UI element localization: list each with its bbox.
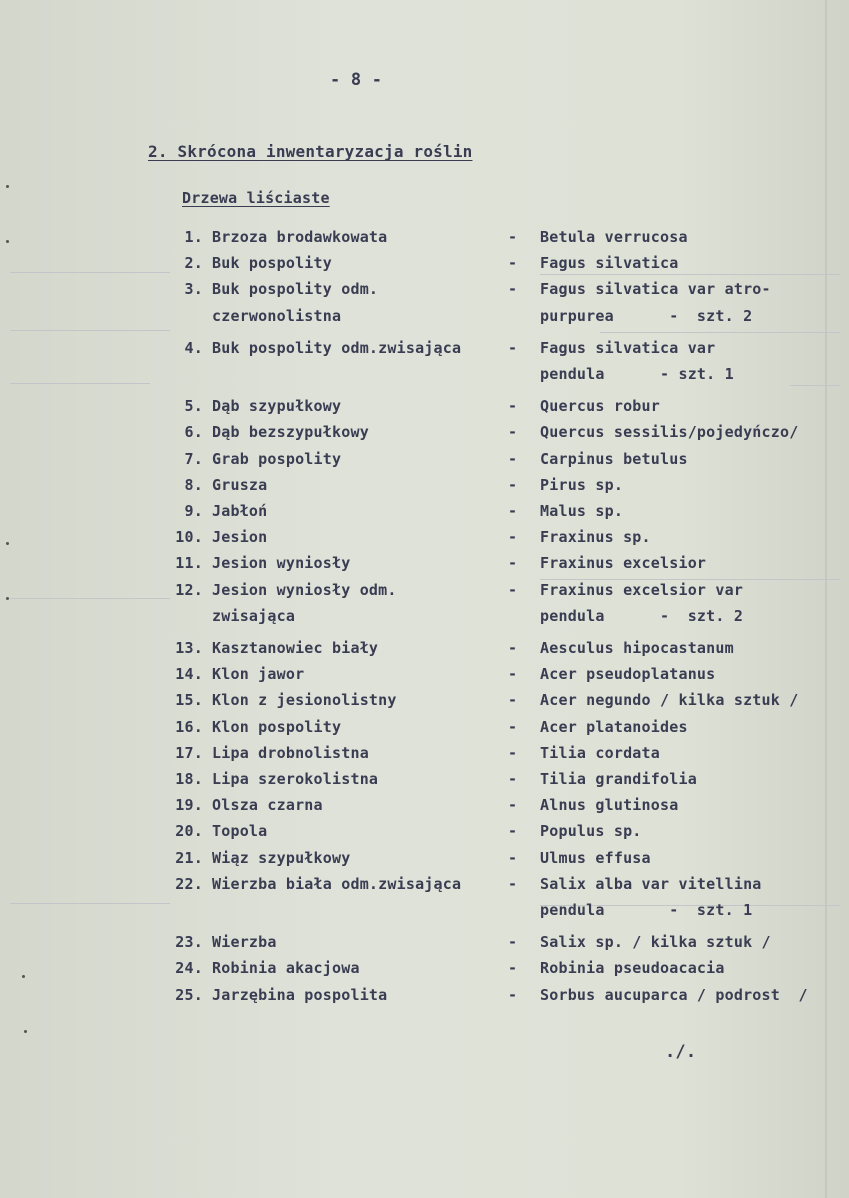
polish-name: Klon jawor: [212, 665, 305, 684]
latin-name: purpurea - szt. 2: [540, 306, 753, 325]
rule-line: [10, 383, 150, 384]
entry-number: 21.: [175, 848, 203, 867]
entry-number: 24.: [175, 959, 203, 978]
polish-name: Dąb szypułkowy: [212, 397, 342, 416]
latin-name: Fraxinus sp.: [540, 528, 651, 547]
latin-name: Sorbus aucuparca / podrost /: [540, 985, 808, 1004]
latin-name: Pirus sp.: [540, 475, 624, 494]
entry-number: 10.: [175, 528, 203, 547]
polish-name: zwisająca: [212, 606, 296, 625]
entry-number: 17.: [175, 743, 203, 762]
polish-name: Jesion wyniosły: [212, 554, 351, 573]
polish-name: Jesion wyniosły odm.: [212, 580, 397, 599]
entry-number: 20.: [175, 822, 203, 841]
entry-number: 22.: [175, 874, 203, 893]
margin-dot: [6, 185, 9, 188]
page-number: - 8 -: [330, 70, 383, 90]
separator-dash: -: [508, 743, 518, 762]
separator-dash: -: [508, 554, 518, 573]
polish-name: Olsza czarna: [212, 796, 323, 815]
entry-number: 8.: [184, 475, 203, 494]
latin-name: Fraxinus excelsior: [540, 554, 707, 573]
latin-name: Ulmus effusa: [540, 848, 651, 867]
rule-line: [790, 385, 840, 386]
polish-name: Grusza: [212, 475, 268, 494]
polish-name: Wiąz szypułkowy: [212, 848, 351, 867]
latin-name: Acer platanoides: [540, 717, 688, 736]
polish-name: Topola: [212, 822, 268, 841]
margin-dot: [24, 1030, 27, 1033]
entry-number: 7.: [184, 449, 203, 468]
separator-dash: -: [508, 665, 518, 684]
entry-number: 11.: [175, 554, 203, 573]
latin-name: pendula - szt. 1: [540, 901, 753, 919]
rule-line: [10, 330, 170, 331]
entry-number: 18.: [175, 770, 203, 788]
latin-name: Populus sp.: [540, 822, 642, 841]
entry-number: 19.: [175, 796, 203, 815]
separator-dash: -: [508, 796, 518, 815]
separator-dash: -: [508, 691, 518, 710]
separator-dash: -: [508, 717, 518, 736]
rule-line: [10, 272, 170, 273]
latin-name: pendula - szt. 2: [540, 606, 744, 625]
latin-name: Tilia grandifolia: [540, 770, 697, 788]
polish-name: Klon pospolity: [212, 717, 342, 736]
rule-line: [10, 903, 170, 904]
latin-name: Acer pseudoplatanus: [540, 665, 716, 684]
entry-number: 14.: [175, 665, 203, 684]
latin-name: Fraxinus excelsior var: [540, 580, 744, 599]
rule-line: [540, 274, 840, 275]
polish-name: Kasztanowiec biały: [212, 639, 379, 657]
entry-number: 9.: [184, 502, 203, 520]
latin-name: Quercus robur: [540, 397, 660, 416]
entry-number: 12.: [175, 580, 203, 599]
polish-name: Robinia akacjowa: [212, 959, 360, 978]
separator-dash: -: [508, 254, 518, 273]
latin-name: Fagus silvatica var: [540, 338, 716, 357]
entry-number: 1.: [184, 228, 203, 246]
entry-number: 16.: [175, 717, 203, 736]
latin-name: Acer negundo / kilka sztuk /: [540, 691, 799, 710]
separator-dash: -: [508, 228, 518, 246]
polish-name: Buk pospolity odm.: [212, 280, 379, 299]
latin-name: Aesculus hipocastanum: [540, 639, 734, 657]
entry-number: 15.: [175, 691, 203, 710]
closing-mark: ./.: [665, 1042, 697, 1062]
entry-number: 6.: [184, 423, 203, 442]
margin-dot: [6, 597, 9, 600]
margin-dot: [6, 542, 9, 545]
entry-number: 4.: [184, 338, 203, 357]
separator-dash: -: [508, 338, 518, 357]
polish-name: Grab pospolity: [212, 449, 342, 468]
separator-dash: -: [508, 822, 518, 841]
separator-dash: -: [508, 528, 518, 547]
rule-line: [10, 598, 170, 599]
polish-name: Jarzębina pospolita: [212, 985, 388, 1004]
entry-number: 2.: [184, 254, 203, 273]
polish-name: Lipa drobnolistna: [212, 743, 369, 762]
polish-name: Dąb bezszypułkowy: [212, 423, 369, 442]
entry-number: 25.: [175, 985, 203, 1004]
separator-dash: -: [508, 475, 518, 494]
separator-dash: -: [508, 397, 518, 416]
latin-name: Tilia cordata: [540, 743, 660, 762]
latin-name: Salix alba var vitellina: [540, 874, 762, 893]
polish-name: Klon z jesionolistny: [212, 691, 397, 710]
separator-dash: -: [508, 502, 518, 520]
page-fold: [825, 0, 827, 1198]
margin-dot: [6, 240, 9, 243]
polish-name: czerwonolistna: [212, 306, 342, 325]
latin-name: Robinia pseudoacacia: [540, 959, 725, 978]
separator-dash: -: [508, 639, 518, 657]
entry-number: 3.: [184, 280, 203, 299]
latin-name: Malus sp.: [540, 502, 624, 520]
polish-name: Lipa szerokolistna: [212, 770, 379, 788]
separator-dash: -: [508, 848, 518, 867]
separator-dash: -: [508, 933, 518, 952]
latin-name: Salix sp. / kilka sztuk /: [540, 933, 771, 952]
latin-name: pendula - szt. 1: [540, 365, 734, 383]
entry-number: 5.: [184, 397, 203, 416]
separator-dash: -: [508, 580, 518, 599]
separator-dash: -: [508, 959, 518, 978]
section-title: 2. Skrócona inwentaryzacja roślin: [148, 142, 473, 161]
latin-name: Alnus glutinosa: [540, 796, 679, 815]
entry-number: 13.: [175, 639, 203, 657]
latin-name: Carpinus betulus: [540, 449, 688, 468]
polish-name: Buk pospolity odm.zwisająca: [212, 338, 462, 357]
latin-name: Fagus silvatica: [540, 254, 679, 273]
subsection-title: Drzewa liściaste: [182, 189, 330, 207]
polish-name: Wierzba biała odm.zwisająca: [212, 874, 462, 893]
separator-dash: -: [508, 985, 518, 1004]
margin-dot: [22, 975, 25, 978]
separator-dash: -: [508, 423, 518, 442]
polish-name: Jabłoń: [212, 502, 268, 520]
polish-name: Brzoza brodawkowata: [212, 228, 388, 246]
separator-dash: -: [508, 770, 518, 788]
polish-name: Jesion: [212, 528, 268, 547]
separator-dash: -: [508, 280, 518, 299]
separator-dash: -: [508, 874, 518, 893]
latin-name: Betula verrucosa: [540, 228, 688, 246]
polish-name: Buk pospolity: [212, 254, 332, 273]
entry-number: 23.: [175, 933, 203, 952]
polish-name: Wierzba: [212, 933, 277, 952]
latin-name: Quercus sessilis/pojedyńczo/: [540, 423, 799, 442]
latin-name: Fagus silvatica var atro-: [540, 280, 771, 299]
separator-dash: -: [508, 449, 518, 468]
rule-line: [600, 332, 840, 333]
